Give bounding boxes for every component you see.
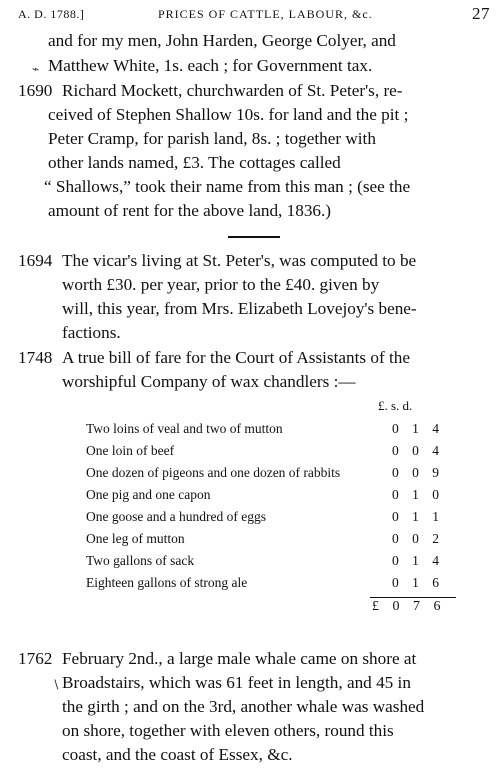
bill-row bbox=[86, 506, 456, 528]
bill-item: One pig and one capon bbox=[86, 487, 211, 502]
bill-amount: 0 1 4 bbox=[392, 553, 444, 568]
bill-amount: 0 0 9 bbox=[392, 465, 444, 480]
bill-item: One leg of mutton bbox=[86, 531, 185, 546]
text-line: the girth ; and on the 3rd, another whale was washed bbox=[62, 697, 425, 716]
entry-year: 1694 bbox=[18, 251, 53, 270]
header-date: A. D. 1788.] bbox=[18, 7, 85, 21]
text-line: February 2nd., a large male whale came on shore at bbox=[62, 649, 417, 668]
text-line: factions. bbox=[62, 323, 121, 342]
margin-mark: ⌁ bbox=[32, 62, 40, 76]
text-line: Richard Mockett, churchwarden of St. Peter's, re- bbox=[62, 81, 403, 100]
currency-header: £. s. d. bbox=[378, 398, 413, 413]
bill-item: One goose and a hundred of eggs bbox=[86, 509, 266, 524]
text-line: and for my men, John Harden, George Colyer, and bbox=[48, 31, 396, 50]
text-line: on shore, together with eleven others, round this bbox=[62, 721, 394, 740]
bill-row bbox=[86, 462, 456, 484]
bill-amount: 0 1 0 bbox=[392, 487, 444, 502]
bill-row bbox=[86, 550, 456, 572]
text-line: Matthew White, 1s. each ; for Government tax. bbox=[48, 56, 373, 75]
text-line: will, this year, from Mrs. Elizabeth Lovejoy's bene- bbox=[62, 299, 417, 318]
bill-item: Two loins of veal and two of mutton bbox=[86, 421, 283, 436]
entry-year: 1690 bbox=[18, 81, 53, 100]
text-line: The vicar's living at St. Peter's, was computed to be bbox=[62, 251, 417, 270]
bill-item: Eighteen gallons of strong ale bbox=[86, 575, 248, 590]
margin-mark: ∖ bbox=[52, 678, 60, 692]
header-title: PRICES OF CATTLE, LABOUR, &c. bbox=[158, 7, 373, 21]
text-line: Broadstairs, which was 61 feet in length, and 45 in bbox=[62, 673, 411, 692]
section-divider bbox=[228, 236, 280, 238]
bill-amount: 0 1 1 bbox=[392, 509, 444, 524]
text-line: amount of rent for the above land, 1836.) bbox=[48, 201, 332, 220]
text-line: worth £30. per year, prior to the £40. given by bbox=[62, 275, 380, 294]
bill-item: Two gallons of sack bbox=[86, 553, 195, 568]
text-line: A true bill of fare for the Court of Assistants of the bbox=[62, 348, 410, 367]
bill-row bbox=[86, 528, 456, 550]
page-number: 27 bbox=[472, 4, 490, 23]
entry-year: 1748 bbox=[18, 348, 53, 367]
text-line: coast, and the coast of Essex, &c. bbox=[62, 745, 293, 764]
bill-item: One loin of beef bbox=[86, 443, 175, 458]
total-rule bbox=[370, 597, 456, 598]
bill-row bbox=[86, 572, 456, 594]
text-line: other lands named, £3. The cottages called bbox=[48, 153, 341, 172]
bill-amount: 0 1 4 bbox=[392, 421, 444, 436]
bill-row bbox=[86, 440, 456, 462]
bill-item: One dozen of pigeons and one dozen of rabbits bbox=[86, 465, 341, 480]
running-header bbox=[18, 4, 490, 26]
text-line: worshipful Company of wax chandlers :— bbox=[62, 372, 356, 391]
bill-amount: 0 1 6 bbox=[392, 575, 444, 590]
bill-row bbox=[86, 418, 456, 440]
text-line: ceived of Stephen Shallow 10s. for land and the pit ; bbox=[48, 105, 409, 124]
bill-total: £ 0 7 6 bbox=[372, 599, 446, 614]
bill-amount: 0 0 2 bbox=[392, 531, 444, 546]
bill-row bbox=[86, 484, 456, 506]
entry-year: 1762 bbox=[18, 649, 53, 668]
text-line: Peter Cramp, for parish land, 8s. ; together with bbox=[48, 129, 376, 148]
text-line: “ Shallows,” took their name from this man ; (see the bbox=[44, 177, 411, 196]
bill-amount: 0 0 4 bbox=[392, 443, 444, 458]
